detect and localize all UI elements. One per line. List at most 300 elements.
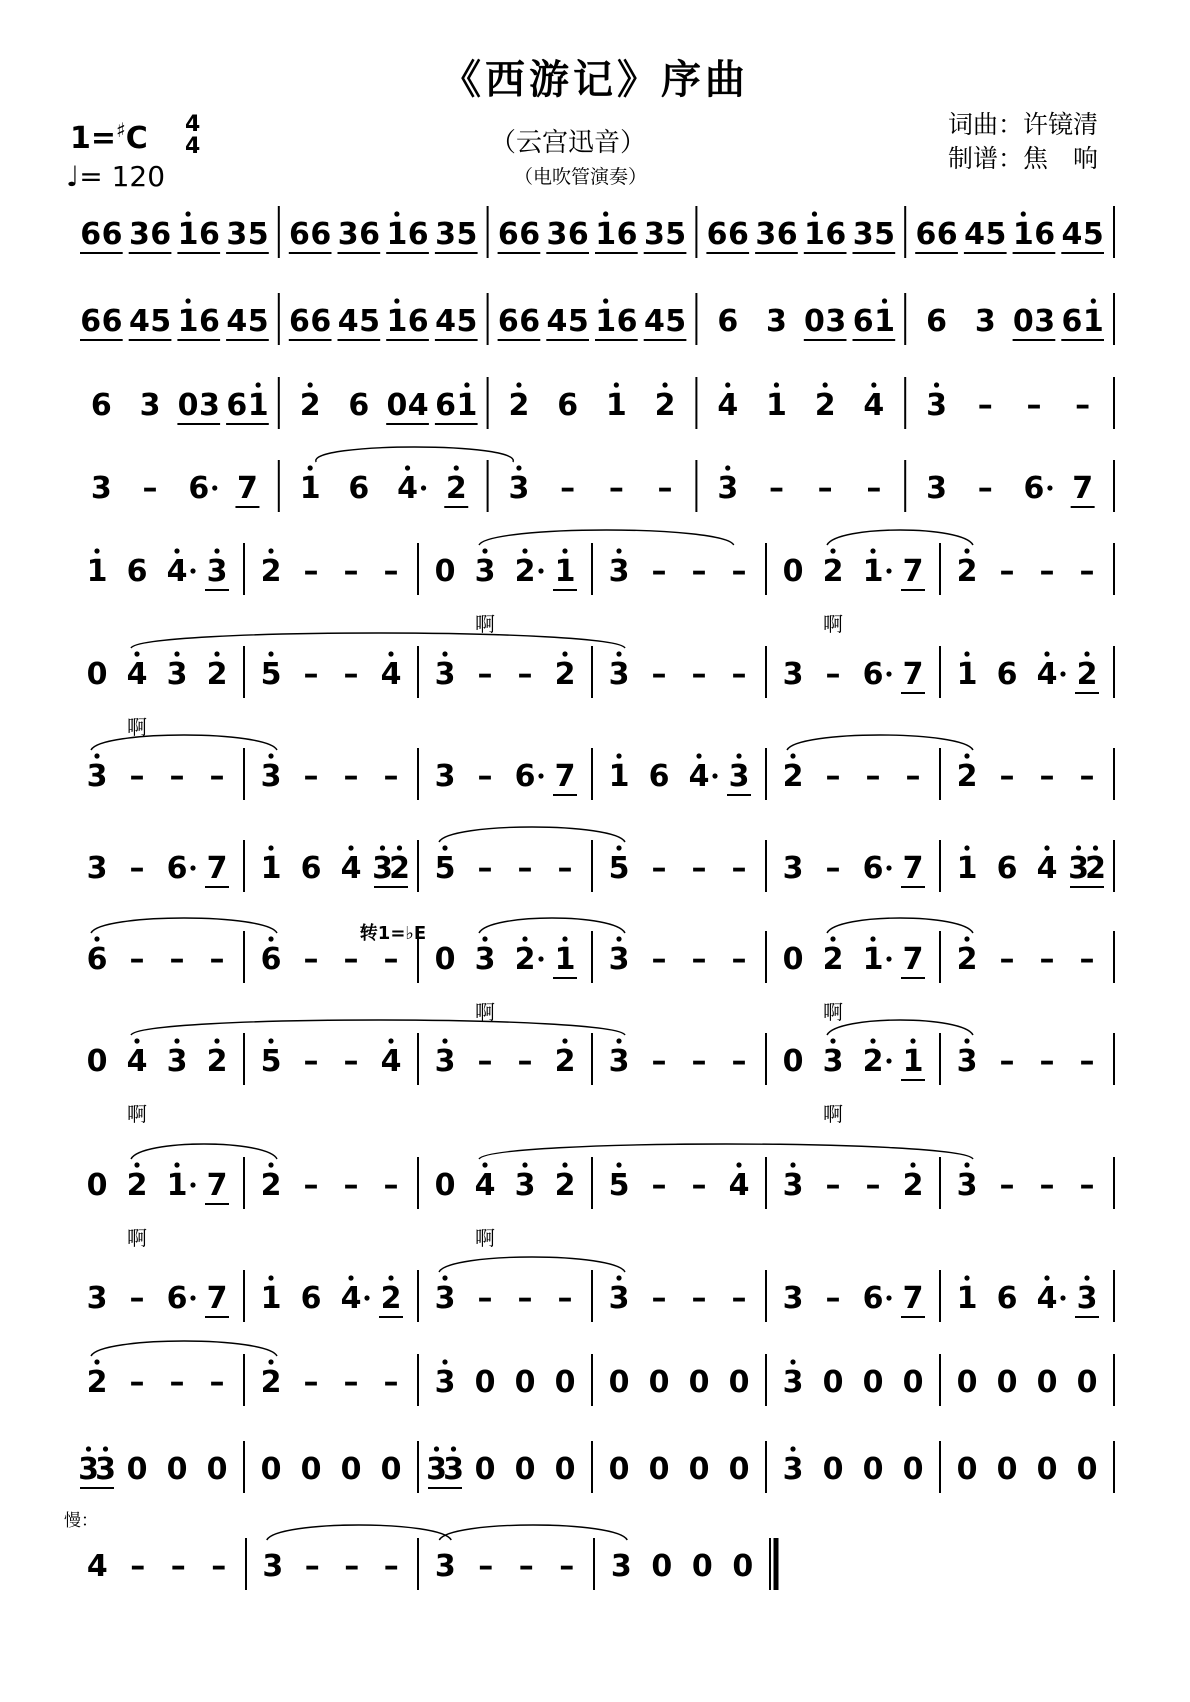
note: 6 [862,657,884,692]
sharp-icon: ♯ [116,118,126,142]
rest: 0 [1012,304,1034,339]
note: 3 [1076,1281,1098,1316]
slur [267,1525,452,1540]
lyric: 啊 [823,1000,843,1024]
dash: – [651,851,667,886]
dash: – [383,942,399,977]
dash: – [866,471,882,506]
dash: – [691,1168,707,1203]
dash: – [209,759,225,794]
note: 6 [1061,304,1083,339]
rest: 0 [804,304,825,339]
octave-dot [964,1275,969,1280]
dash: – [651,1168,667,1203]
note: 6 [80,304,102,339]
dash: – [383,1365,399,1400]
note: 5 [456,217,478,252]
dash: – [344,1549,360,1584]
duration-dot [190,1182,195,1187]
dash: – [1079,942,1095,977]
dash: – [130,1549,146,1584]
note: 6 [616,304,638,339]
rest: 0 [782,1044,804,1079]
rest: 0 [651,1549,673,1584]
note: 1 [874,304,895,339]
note: 6 [557,388,579,423]
octave-dot [268,1275,273,1280]
note: 4 [1036,851,1058,886]
dash: – [304,1549,320,1584]
dash: – [657,471,673,506]
dash: – [303,759,319,794]
note: 6 [198,304,220,339]
octave-dot [268,753,273,758]
duration-dot [886,1295,891,1300]
rest: 0 [260,1452,282,1487]
note: 3 [782,1168,804,1203]
octave-dot [174,548,179,553]
note: 3 [260,759,282,794]
rest: 0 [300,1452,322,1487]
duration-dot [1060,1295,1065,1300]
note: 3 [372,851,393,886]
dash: – [825,851,841,886]
dash: – [1039,1044,1055,1079]
key-prefix: 1= [70,121,117,156]
note: 3 [78,1452,99,1487]
dash: – [731,942,747,977]
octave-dot [134,651,139,656]
dash: – [768,471,784,506]
rest: 0 [514,1452,536,1487]
note: 6 [1034,217,1056,252]
note: 3 [608,1044,630,1079]
dash: – [517,657,533,692]
octave-dot [388,651,393,656]
octave-dot [394,211,399,216]
octave-dot [790,753,795,758]
slur [439,1257,625,1272]
note: 4 [337,304,359,339]
octave-dot [516,465,521,470]
note: 3 [1068,851,1089,886]
octave-dot [454,465,459,470]
rest: 0 [688,1452,710,1487]
note: 3 [717,471,739,506]
note: 3 [426,1452,447,1487]
rest: 0 [554,1365,576,1400]
duration-dot [886,671,891,676]
note: 3 [86,1281,108,1316]
note: 6 [435,388,457,423]
note: 6 [825,217,847,252]
octave-dot [434,1446,439,1451]
note: 2 [1076,657,1098,692]
score-title: 《西游记》序曲 [441,57,749,103]
dash: – [1026,388,1042,423]
note: 6 [852,304,874,339]
note: 2 [508,388,530,423]
octave-dot [830,936,835,941]
rest: 0 [434,1168,456,1203]
note: 3 [128,217,150,252]
note: 7 [554,759,576,794]
octave-dot [442,845,447,850]
octave-dot [1076,845,1081,850]
octave-dot [94,936,99,941]
rest: 0 [86,1044,108,1079]
dash: – [691,657,707,692]
octave-dot [214,548,219,553]
octave-dot [174,1162,179,1167]
note: 3 [514,1168,536,1203]
note: 7 [902,657,924,692]
slur [91,1341,277,1356]
dash: – [559,1549,575,1584]
octave-dot [516,382,521,387]
octave-dot [696,753,701,758]
dash: – [343,942,359,977]
note: 2 [260,1168,282,1203]
dash: – [731,851,747,886]
tempo-value: = 120 [79,160,166,193]
note: 2 [782,759,804,794]
note: 6 [648,759,670,794]
note: 1 [956,851,978,886]
note: 2 [554,1168,576,1203]
note: 5 [359,304,380,339]
octave-dot [562,651,567,656]
duration-dot [886,1058,891,1063]
rest: 0 [996,1452,1018,1487]
note: 5 [985,217,1007,252]
octave-dot [964,1162,969,1167]
note: 1 [554,942,576,977]
note: 3 [610,1549,632,1584]
rest: 0 [380,1452,402,1487]
slur [91,735,277,750]
note: 3 [139,388,161,423]
octave-dot [812,211,817,216]
dash: – [1039,942,1055,977]
note: 4 [126,657,148,692]
note: 6 [776,217,798,252]
octave-dot [830,548,835,553]
rest: 0 [126,1452,148,1487]
note: 7 [206,1168,228,1203]
rest: 0 [386,388,408,423]
note: 2 [862,1044,884,1079]
dash: – [817,471,833,506]
note: 3 [226,217,248,252]
octave-dot [464,382,469,387]
note: 6 [101,304,123,339]
note: 3 [474,942,496,977]
octave-dot [1044,845,1049,850]
rest: 0 [728,1365,750,1400]
note: 5 [456,304,478,339]
octave-dot [268,936,273,941]
note: 1 [766,388,787,423]
octave-dot [134,1038,139,1043]
note: 4 [728,1168,750,1203]
note: 6 [150,217,172,252]
note: 6 [289,304,310,339]
octave-dot [1084,651,1089,656]
dash: – [211,1549,227,1584]
note: 3 [956,1044,978,1079]
octave-dot [185,211,190,216]
note: 6 [310,304,332,339]
note: 6 [86,942,108,977]
note: 6 [260,942,282,977]
rest: 0 [1076,1365,1098,1400]
note: 2 [654,388,676,423]
rest: 0 [206,1452,228,1487]
dash: – [517,1281,533,1316]
duration-dot [538,568,543,573]
dash: – [865,1168,881,1203]
note: 3 [782,657,804,692]
note: 2 [554,657,576,692]
note: 1 [1082,304,1104,339]
note: 5 [1082,217,1104,252]
note: 6 [101,217,123,252]
rest: 0 [86,1168,108,1203]
octave-dot [442,1275,447,1280]
rest: 0 [1036,1365,1058,1400]
slur [827,918,973,933]
note: 4 [474,1168,496,1203]
quarter-note-icon: ♩ [66,160,80,193]
note: 4 [128,304,150,339]
octave-dot [522,548,527,553]
dash: – [999,1044,1015,1079]
note: 5 [874,217,895,252]
rest: 0 [822,1452,844,1487]
note: 6 [188,471,210,506]
tempo-slow-marker: 慢： [64,1511,98,1531]
note: 4 [166,554,188,589]
note: 2 [956,759,978,794]
duration-dot [364,1295,369,1300]
score-subtitle: （云宫迅音） [490,128,647,158]
octave-dot [870,936,875,941]
note: 1 [299,471,321,506]
octave-dot [562,936,567,941]
lyric: 啊 [475,1226,495,1250]
note: 2 [814,388,836,423]
dash: – [303,942,319,977]
octave-dot [214,1038,219,1043]
note: 4 [126,1044,148,1079]
note: 3 [755,217,777,252]
note: 4 [340,851,362,886]
octave-dot [823,382,828,387]
slur [91,918,277,933]
slur [439,827,625,842]
note: 3 [434,1365,456,1400]
rest: 0 [177,388,199,423]
note: 3 [608,1281,630,1316]
note: 1 [605,388,627,423]
note: 6 [497,304,519,339]
dash: – [129,1281,145,1316]
note: 6 [80,217,102,252]
note: 1 [247,388,269,423]
note: 6 [926,304,947,339]
octave-dot [268,548,273,553]
octave-dot [964,753,969,758]
note: 1 [386,217,408,252]
note: 2 [956,942,978,977]
note: 2 [445,471,467,506]
note: 6 [407,217,429,252]
dash: – [560,471,576,506]
dash: – [1039,759,1055,794]
note: 5 [665,304,687,339]
note: 2 [380,1281,402,1316]
rest: 0 [691,1549,713,1584]
dash: – [383,554,399,589]
note: 3 [974,304,996,339]
lyric: 啊 [127,715,147,739]
dash: – [129,942,145,977]
slur [439,1525,627,1540]
octave-dot [442,651,447,656]
duration-dot [1047,485,1052,490]
duration-dot [212,485,217,490]
octave-dot [616,1275,621,1280]
note: 2 [1085,851,1106,886]
dash: – [477,851,493,886]
octave-dot [736,753,741,758]
rest: 0 [1076,1452,1098,1487]
slur [479,1144,973,1159]
note: 2 [260,1365,282,1400]
note: 4 [546,304,568,339]
octave-dot [451,1446,456,1451]
lyricist-credit: 词曲：许镜清 [948,110,1099,139]
dash: – [169,942,185,977]
dash: – [691,942,707,977]
note: 3 [90,471,112,506]
slur [479,918,625,933]
note: 1 [177,304,199,339]
rest: 0 [86,657,108,692]
note: 3 [782,1452,804,1487]
octave-dot [268,845,273,850]
duration-dot [886,568,891,573]
note: 3 [434,759,456,794]
dash: – [651,657,667,692]
octave-dot [1044,651,1049,656]
note: 4 [226,304,248,339]
note: 4 [340,1281,362,1316]
dash: – [1079,759,1095,794]
note: 1 [260,1281,282,1316]
dash: – [303,657,319,692]
dash: – [303,1168,319,1203]
octave-dot [185,298,190,303]
note: 7 [206,851,228,886]
dash: – [731,1044,747,1079]
dash: – [999,942,1015,977]
octave-dot [308,465,313,470]
octave-dot [348,1275,353,1280]
rest: 0 [648,1365,670,1400]
octave-dot [562,1038,567,1043]
note: 6 [514,759,536,794]
note: 3 [926,471,947,506]
octave-dot [736,1162,741,1167]
note: 6 [1023,471,1045,506]
lyric: 啊 [475,1000,495,1024]
octave-dot [268,651,273,656]
note: 5 [150,304,172,339]
octave-dot [394,298,399,303]
octave-dot [103,1446,108,1451]
note: 1 [166,1168,188,1203]
octave-dot [871,382,876,387]
octave-dot [616,1038,621,1043]
octave-dot [1084,1275,1089,1280]
duration-dot [538,956,543,961]
rest: 0 [862,1452,884,1487]
note: 3 [434,657,456,692]
lyric: 啊 [127,1226,147,1250]
octave-dot [214,651,219,656]
note: 6 [519,217,541,252]
dash: – [343,1044,359,1079]
octave-dot [910,1038,915,1043]
octave-dot [964,548,969,553]
dash: – [651,942,667,977]
note: 1 [595,217,617,252]
note: 2 [822,554,844,589]
note: 6 [407,304,429,339]
time-bottom: 4 [185,134,201,159]
dash: – [129,1365,145,1400]
octave-dot [616,936,621,941]
octave-dot [268,1162,273,1167]
rest: 0 [608,1365,630,1400]
note: 3 [86,851,108,886]
note: 3 [434,1281,456,1316]
note: 3 [166,1044,188,1079]
octave-dot [397,845,402,850]
octave-dot [964,1038,969,1043]
note: 6 [300,1281,322,1316]
octave-dot [388,1275,393,1280]
octave-dot [616,845,621,850]
rest: 0 [648,1452,670,1487]
rest: 0 [1036,1452,1058,1487]
octave-dot [1021,211,1026,216]
lyric: 啊 [475,612,495,636]
octave-dot [388,1038,393,1043]
dash: – [651,1044,667,1079]
dash: – [477,759,493,794]
key-letter: C [125,121,148,156]
time-top: 4 [185,112,201,137]
note: 6 [289,217,310,252]
note: 2 [514,554,536,589]
dash: – [209,1365,225,1400]
dash: – [343,657,359,692]
modulation-marker: 转1=♭E [359,923,427,944]
note: 2 [86,1365,108,1400]
